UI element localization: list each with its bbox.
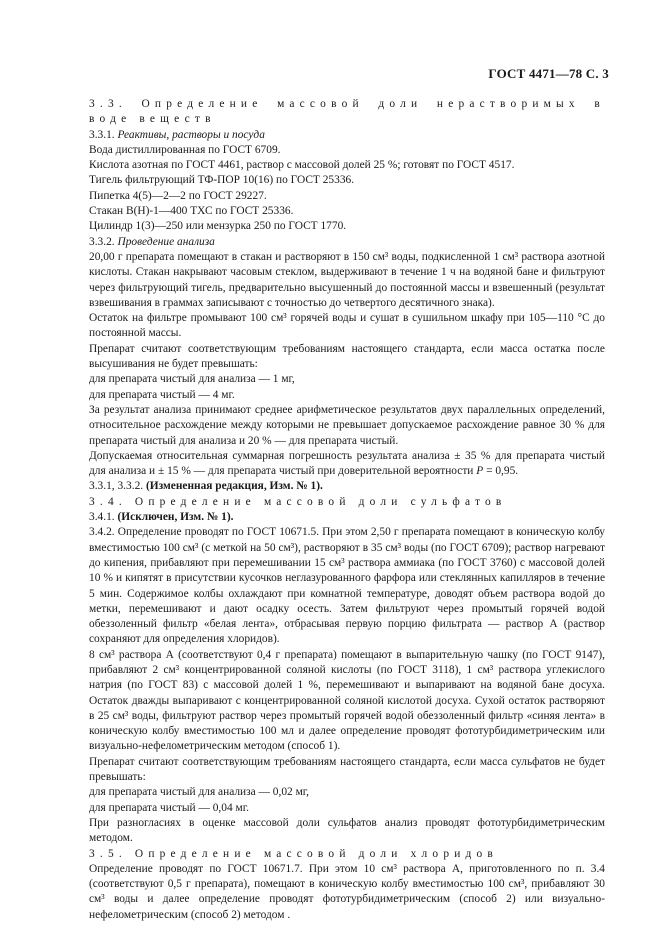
- paragraph-text: Вода дистиллированная по ГОСТ 6709.: [89, 143, 281, 156]
- paragraph-text: для препарата чистый — 0,04 мг.: [89, 801, 249, 814]
- page-header: ГОСТ 4471—78 С. 3: [488, 66, 609, 81]
- paragraph-text: 8 см³ раствора А (соответствуют 0,4 г препарата) помещают в выпарительную чашку (по ГОСТ 9147), прибавляют 2 см³ концентрированной соляной кислоты (по ГОСТ 3118), 1 см³ раствора углекислого натрия (по ГОСТ 83) с массовой долей 1 %, перемешивают и выпаривают на водяной бане досуха. Остаток дважды выпаривают с концентрированной соляной кислотой досуха. Сухой остаток растворяют в 25 см³ воды, фильтруют раствор через промытый горячей водой обеззоленный фильтр «синяя лента» в коническую колбу вместимостью 100 мл и далее определение проводят фототурбидиметрическим или визуально-нефелометрическим методом (способ 1).: [89, 648, 605, 753]
- paragraph-l5: [89, 204, 605, 219]
- paragraph-p11: [89, 755, 605, 786]
- paragraph-text: 3.4. Определение массовой доли сульфатов: [89, 495, 507, 508]
- paragraph-p9: [89, 525, 605, 647]
- paragraph-text: 3.3.1.: [89, 128, 118, 141]
- paragraph-l1: [89, 143, 605, 158]
- paragraph-text: 3.3. Определение массовой доли нерастворимых в воде веществ: [89, 98, 605, 126]
- paragraph-text: Пипетка 4(5)—2—2 по ГОСТ 29227.: [89, 189, 267, 202]
- paragraph-p3: [89, 342, 605, 373]
- paragraph-text: Стакан В(Н)-1—400 ТХС по ГОСТ 25336.: [89, 205, 294, 218]
- paragraph-text: 3.3.1, 3.3.2.: [89, 480, 146, 493]
- italic-text: P: [476, 465, 484, 478]
- paragraph-text-tail: = 0,95.: [483, 465, 519, 478]
- paragraph-text: Препарат считают соответствующим требованиям настоящего стандарта, если масса сульфатов не будет превышать:: [89, 755, 605, 784]
- bold-text: (Измененная редакция, Изм. № 1).: [145, 480, 323, 493]
- bold-text: (Исключен, Изм. № 1).: [117, 511, 234, 524]
- paragraph-text: 3.3.2.: [89, 235, 118, 248]
- paragraph-l4: [89, 189, 605, 204]
- paragraph-text: При разногласиях в оценке массовой доли сульфатов анализ проводят фототурбидиметрическим методом.: [89, 816, 605, 845]
- paragraph-text: для препарата чистый для анализа — 0,02 мг,: [89, 786, 310, 799]
- paragraph-text: Тигель фильтрующий ТФ-ПОР 10(16) по ГОСТ 25336.: [89, 174, 355, 187]
- paragraph-p15: [89, 862, 605, 923]
- paragraph-text: для препарата чистый для анализа — 1 мг,: [89, 373, 295, 386]
- paragraph-text: Препарат считают соответствующим требованиям настоящего стандарта, если масса остатка после высушивания не будет превышать:: [89, 342, 605, 371]
- paragraph-p5: [89, 388, 605, 403]
- italic-text: Проведение анализа: [117, 235, 215, 248]
- paragraph-text: Допускаемая относительная суммарная погрешность результата анализа ± 35 % для препарата чистый для анализа и ± 15 % — для препарата чистый при доверительной вероятности: [89, 449, 605, 478]
- paragraph-p14: [89, 816, 605, 847]
- paragraph-l3: [89, 173, 605, 188]
- paragraph-s341: [89, 510, 605, 525]
- paragraph-p6: [89, 403, 605, 449]
- document-body: [89, 97, 605, 923]
- paragraph-p1: [89, 250, 605, 311]
- paragraph-text: 20,00 г препарата помещают в стакан и растворяют в 150 см³ воды, подкисленной 1 см³ раствора азотной кислоты. Стакан накрывают часовым стеклом, выдерживают в течение 1 ч на водяной бане и фильтруют через фильтрующий тигель, предварительно высушенный до постоянной массы и взвешенный (результат взвешивания в граммах записывают с точностью до четвертого десятичного знака).: [89, 250, 605, 309]
- paragraph-p2: [89, 311, 605, 342]
- paragraph-p4: [89, 372, 605, 387]
- paragraph-text: Остаток на фильтре промывают 100 см³ горячей воды и сушат в сушильном шкафу при 105—110 °С до постоянной массы.: [89, 312, 605, 340]
- paragraph-s33: [89, 97, 605, 128]
- paragraph-l2: [89, 158, 605, 173]
- paragraph-p13: [89, 801, 605, 816]
- paragraph-text: Цилиндр 1(3)—250 или мензурка 250 по ГОСТ 1770.: [89, 220, 347, 233]
- paragraph-p8: [89, 479, 605, 494]
- paragraph-p7: [89, 449, 605, 480]
- paragraph-p10: [89, 648, 605, 755]
- paragraph-text: За результат анализа принимают среднее арифметическое результатов двух параллельных определений, относительное расхождение между которыми не превышает допускаемое расхождение равное 30 % для препарата чистый для анализа и 20 % — для препарата чистый.: [89, 403, 605, 447]
- paragraph-text: 3.4.1.: [89, 511, 118, 524]
- paragraph-s35: [89, 847, 605, 862]
- paragraph-text: 3.4.2. Определение проводят по ГОСТ 10671.5. При этом 2,50 г препарата помещают в коническую колбу вместимостью 100 см³ (с меткой на 50 см³), растворяют в 35 см³ воды (по ГОСТ 6709); раствор нагревают до кипения, прибавляют при перемешивании 15 см³ раствора аммиака (по ГОСТ 3760) с массовой долей 10 % и кипятят в присутствии кусочков неглазурованного фарфора или стеклянных капилляров в течение 5 мин. Содержимое колбы охлаждают при комнатной температуре, доводят объем раствора водой до метки, перемешивают и дают осадку осесть. Затем фильтруют через промытый горячей водой обеззоленный фильтр «белая лента», отбрасывая первую порцию фильтрата — раствор А (раствор сохраняют для определения хлоридов).: [89, 526, 605, 646]
- paragraph-l6: [89, 219, 605, 234]
- paragraph-text: 3.5. Определение массовой доли хлоридов: [89, 847, 498, 860]
- italic-text: Реактивы, растворы и посуда: [117, 128, 265, 141]
- paragraph-text: Определение проводят по ГОСТ 10671.7. При этом 10 см³ раствора А, приготовленного по п. 3.4 (соответствуют 0,5 г препарата), помещают в коническую колбу вместимостью 100 см³, прибавляют 30 см³ воды и далее определение проводят фототурбидиметрическим (способ 2) или визуально-нефелометрическим (способ 2) методом .: [89, 862, 605, 921]
- paragraph-text: для препарата чистый — 4 мг.: [89, 388, 235, 401]
- paragraph-s331: [89, 128, 605, 143]
- paragraph-p12: [89, 785, 605, 800]
- paragraph-s332: [89, 235, 605, 250]
- paragraph-text: Кислота азотная по ГОСТ 4461, раствор с массовой долей 25 %; готовят по ГОСТ 4517.: [89, 159, 515, 172]
- paragraph-s34: [89, 495, 605, 510]
